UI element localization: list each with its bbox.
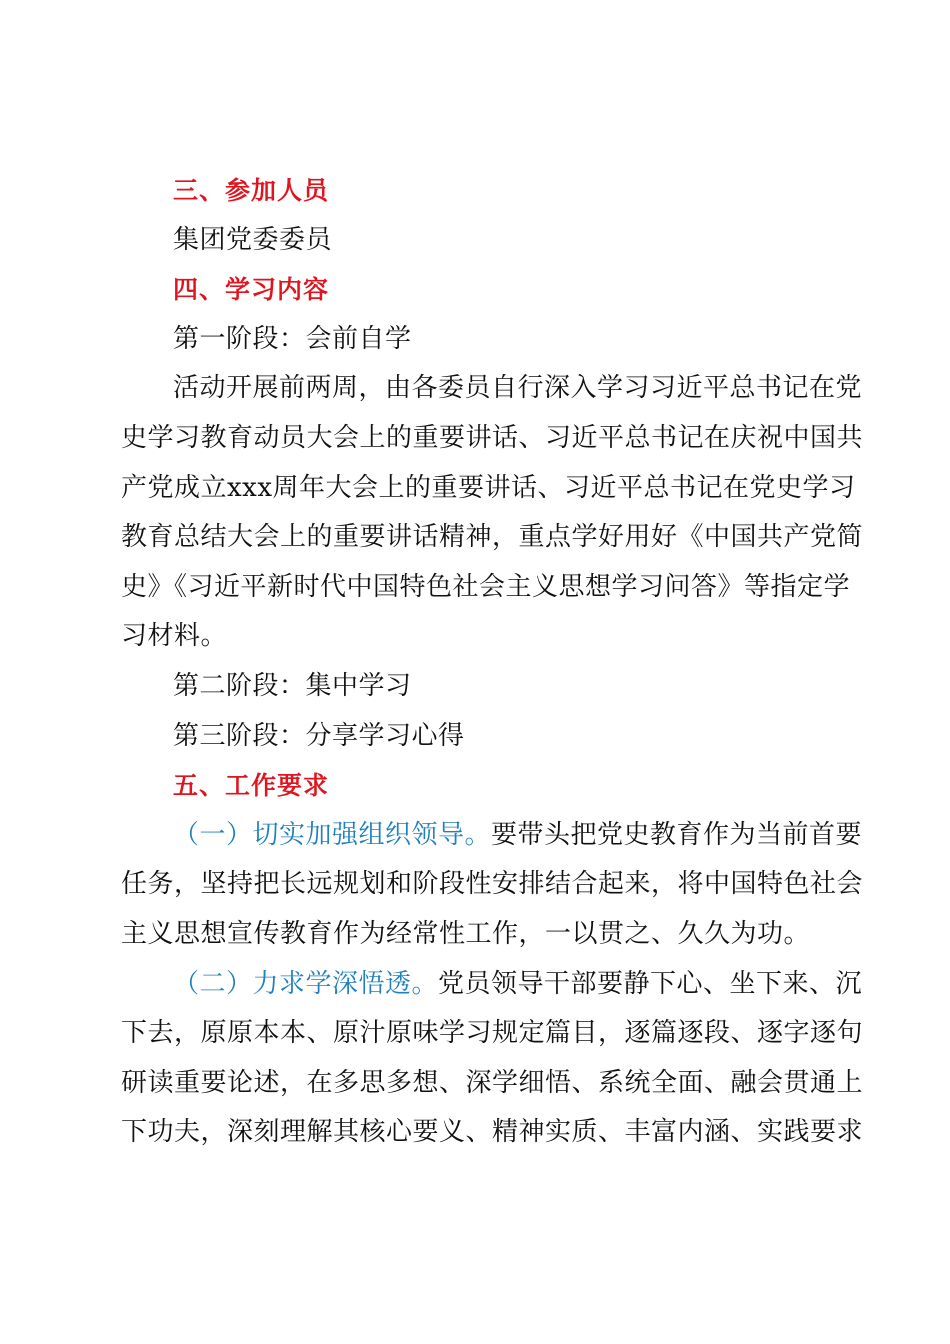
paragraph-line: 史》《习近平新时代中国特色社会主义思想学习问答》等指定学 [121, 571, 851, 602]
item-2-first-line [121, 960, 863, 1010]
section-5-heading: 五、工作要求 [173, 771, 330, 801]
item-1-title: （一）切实加强组织领导。 [173, 819, 492, 850]
paragraph-line: 任务，坚持把长远规划和阶段性安排结合起来，将中国特色社会 [121, 869, 864, 900]
document-body [121, 166, 864, 1158]
paragraph-line: 下功夫，深刻理解其核心要义、精神实质、丰富内涵、实践要求 [121, 1117, 864, 1148]
section-4-heading: 四、学习内容 [173, 275, 330, 305]
section-3-heading: 三、参加人员 [173, 176, 330, 205]
item-2-title: （二）力求学深悟透。 [173, 968, 439, 999]
item-1-first-line [121, 811, 863, 861]
paragraph-line: 习材料。 [121, 621, 228, 652]
paragraph-line: 下去，原原本本、原汁原味学习规定篇目，逐篇逐段、逐字逐句 [121, 1018, 864, 1049]
section-3-text: 集团党委委员 [173, 224, 333, 255]
paragraph-line: 活动开展前两周，由各委员自行深入学习习近平总书记在党 [173, 373, 863, 404]
paragraph-line: 研读重要论述，在多思多想、深学细悟、系统全面、融会贯通上 [121, 1067, 864, 1098]
item-1-text: 要带头把党史教育作为当前首要 [491, 819, 863, 850]
paragraph-line: 产党成立xxx周年大会上的重要讲话、习近平总书记在党史学习 [121, 472, 856, 503]
stage-1-label: 第一阶段：会前自学 [173, 323, 412, 354]
stage-3-label: 第三阶段：分享学习心得 [173, 720, 465, 751]
paragraph-line: 史学习教育动员大会上的重要讲话、习近平总书记在庆祝中国共 [121, 422, 864, 453]
stage-2-label: 第二阶段：集中学习 [173, 670, 412, 701]
paragraph-line: 教育总结大会上的重要讲话精神，重点学好用好《中国共产党简 [121, 522, 864, 553]
paragraph-line: 主义思想宣传教育作为经常性工作，一以贯之、久久为功。 [121, 918, 811, 949]
item-2-text: 党员领导干部要静下心、坐下来、沉 [438, 968, 863, 999]
